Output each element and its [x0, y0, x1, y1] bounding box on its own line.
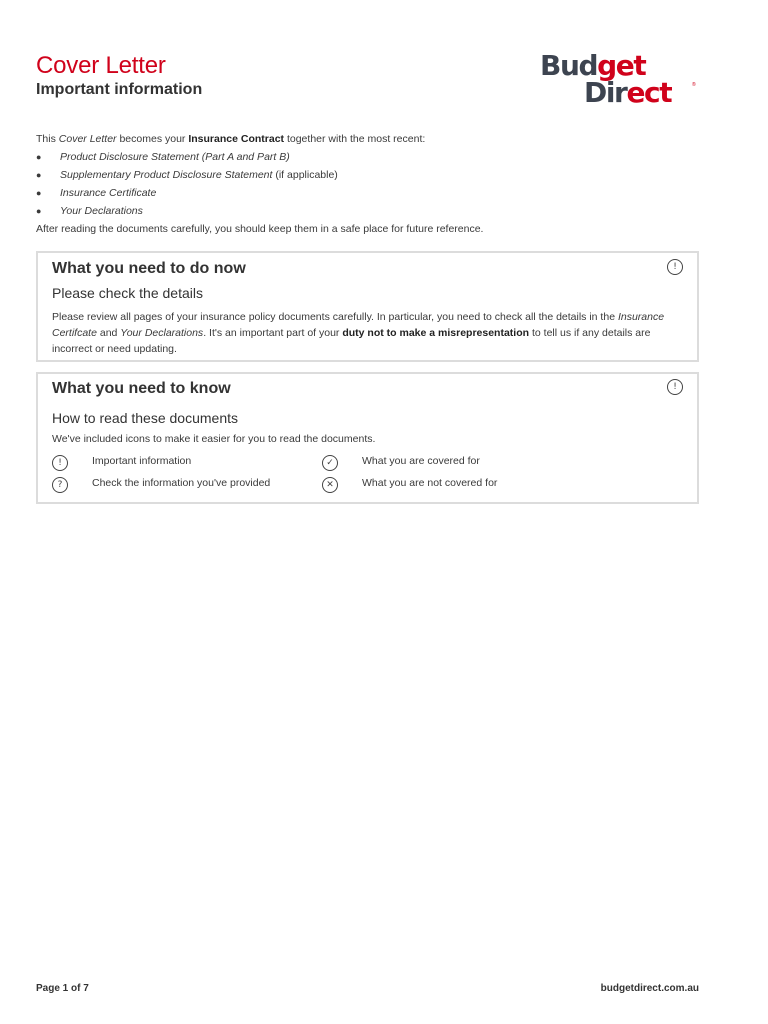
box-paragraph: [52, 309, 687, 357]
list-item-label: Product Disclosure Statement (Part A and Part B): [60, 151, 290, 163]
box-paragraph: We've included icons to make it easier for you to read the documents.: [52, 433, 376, 445]
intro-text: This: [36, 133, 59, 145]
cover-letter-term: Cover Letter: [58, 133, 117, 145]
list-item: [36, 166, 726, 184]
bullet: ●: [36, 170, 42, 180]
insurance-certificate-term: Insurance Certifcate: [52, 311, 665, 339]
duty-term: duty not to make a misrepresentation: [342, 327, 530, 339]
box-heading: What you need to know: [52, 380, 231, 397]
registered-mark: ®: [692, 82, 696, 88]
box-heading: What you need to do now: [52, 260, 246, 277]
legend-label: What you are covered for: [362, 455, 480, 467]
logo-text-red: get: [597, 49, 646, 82]
budget-direct-logo: [540, 50, 700, 110]
para-text: . It's an important part of your: [203, 327, 343, 339]
intro-text: becomes your: [116, 133, 189, 145]
legend-label: Check the information you've provided: [92, 477, 271, 489]
para-text: to tell us if any details are incorrect or need updating.: [52, 327, 651, 355]
list-item-label: Supplementary Product Disclosure Statement: [60, 169, 273, 181]
list-item: [36, 148, 726, 166]
question-icon: ?: [52, 477, 68, 493]
logo-text-red: ect: [626, 76, 672, 109]
check-icon: ✓: [322, 455, 338, 471]
your-declarations-term: Your Declarations: [120, 327, 204, 339]
legend-label: Important information: [92, 455, 192, 467]
box-subheading: Please check the details: [52, 285, 203, 301]
page-number: Page 1 of 7: [36, 983, 89, 994]
list-item: [36, 184, 726, 202]
important-info-icon: !: [667, 379, 683, 395]
important-info-icon: !: [667, 259, 683, 275]
logo-text-dark: Dir: [584, 76, 627, 109]
intro-text: together with the most recent:: [284, 133, 426, 145]
list-item-label: Your Declarations: [60, 205, 143, 217]
bullet: ●: [36, 206, 42, 216]
what-to-do-box: [36, 251, 699, 362]
page-subtitle: Important information: [36, 81, 203, 98]
cross-icon: ✕: [322, 477, 338, 493]
insurance-contract-term: Insurance Contract: [188, 133, 285, 145]
para-text: and: [96, 327, 121, 339]
legend-label: What you are not covered for: [362, 477, 498, 489]
box-subheading: How to read these documents: [52, 410, 238, 426]
document-list: [36, 148, 726, 220]
bullet: ●: [36, 152, 42, 162]
what-to-know-box: [36, 372, 699, 504]
website-link[interactable]: budgetdirect.com.au: [600, 983, 699, 994]
important-info-icon: !: [52, 455, 68, 471]
list-item: [36, 202, 726, 220]
bullet: ●: [36, 188, 42, 198]
list-item-label: Insurance Certificate: [60, 187, 157, 199]
intro-line: [36, 130, 726, 148]
logo-text-dark: Bud: [540, 49, 598, 82]
logo-line-2: [584, 76, 672, 109]
para-text: Please review all pages of your insurance policy documents carefully. In particular, you need to check all the details in the: [52, 311, 618, 323]
intro-section: [36, 130, 726, 238]
page-title: Cover Letter: [36, 52, 166, 79]
intro-closing: After reading the documents carefully, you should keep them in a safe place for future reference.: [36, 223, 484, 235]
list-item-suffix: (if applicable): [272, 169, 338, 181]
